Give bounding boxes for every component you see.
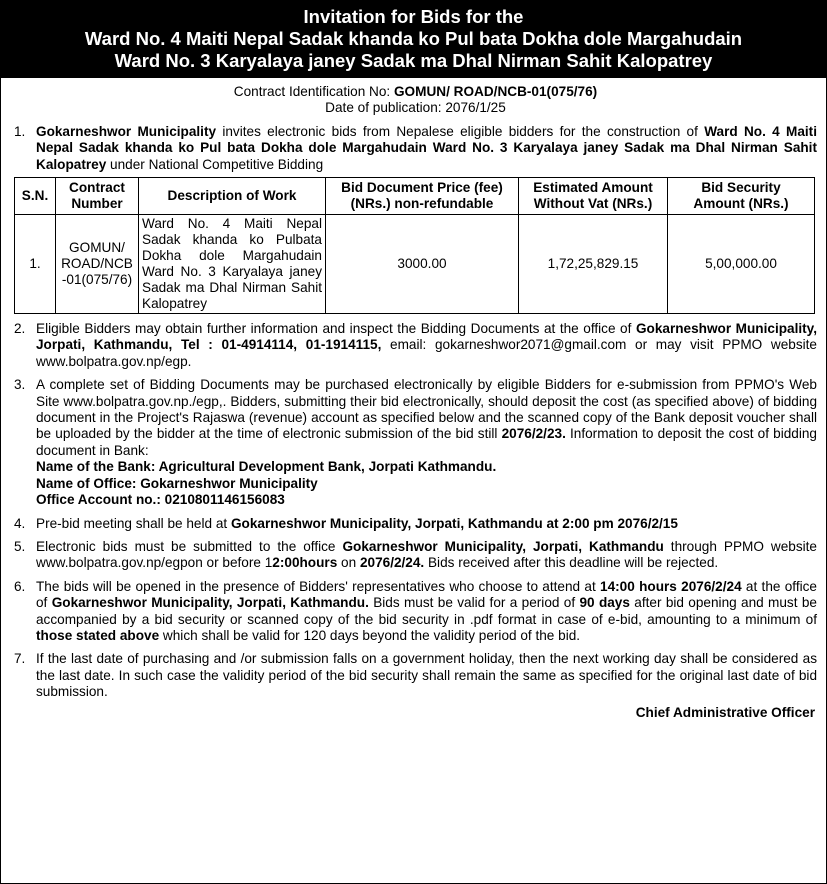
- org-name: Gokarneshwor Municipality: [36, 123, 217, 139]
- header-bid-security: Bid Security Amount (NRs.): [668, 178, 815, 215]
- contract-table: [14, 177, 815, 314]
- contract-id-line: [14, 84, 817, 100]
- notice-body: [1, 78, 826, 721]
- header-description: Description of Work: [139, 178, 326, 215]
- clause-number: 3.: [14, 377, 26, 393]
- clause-text: The bids will be opened in the presence of Bidders' representatives who choose to attend at 14:00 hours 2076/2/24 at the office of Gokarneshwor Municipality, Jorpati, Kathmandu. Bids must be valid for a period of 90 days after bid opening and must be accompanied by a bid security or scanned copy of the bid security in .pdf format in case of e-bid, amounting to a minimum of those stated above which shall be valid for 120 days beyond the validity period of the bid.: [36, 578, 817, 643]
- title-line-1: Invitation for Bids for the: [303, 6, 524, 27]
- clause-text: A complete set of Bidding Documents may be purchased electronically by eligible Bidders for e-submission from PPMO's Web Site www.bolpatra.gov.np./egp,. Bidders, submitting their bid electronically, should deposit the cost (as specified above) of bidding document in the Project's Rajaswa (revenue) account as specified below and the scanned copy of the Bank deposit voucher shall be uploaded by the bidder at the time of electronic submission of the bid still 2076/2/23. Information to deposit the cost of bidding document in Bank: Name of the Bank: Agricultural Development Bank, Jorpati Kathmandu. Name of Office: Gokarneshwor Municipality Office Account no.: 0210801146156083: [36, 377, 817, 508]
- clause-5: [14, 539, 817, 572]
- cell-bid-security: 5,00,000.00: [668, 215, 815, 314]
- clause-number: 6.: [14, 578, 26, 594]
- clause-7: [14, 651, 817, 700]
- clause-number: 4.: [14, 515, 26, 531]
- cell-bid-price: 3000.00: [326, 215, 519, 314]
- office-account: Office Account no.: 0210801146156083: [36, 492, 285, 508]
- header-sn: S.N.: [15, 178, 56, 215]
- clause-2: [14, 321, 817, 370]
- clause-3: [14, 377, 817, 508]
- signature: Chief Administrative Officer: [635, 704, 815, 720]
- table-row: [15, 215, 815, 314]
- cell-description: Ward No. 4 Maiti Nepal Sadak khanda ko Pulbata Dokha dole Margahudain Ward No. 3 Karyalaya janey Sadak ma Dhal Nirman Sahit Kalopatrey: [139, 215, 326, 314]
- clause-6: [14, 579, 817, 645]
- bank-name: Name of the Bank: Agricultural Development Bank, Jorpati Kathmandu.: [36, 459, 497, 475]
- clause-number: 1.: [14, 123, 26, 139]
- table-header-row: [15, 178, 815, 215]
- cell-contract-number: GOMUN/ ROAD/NCB -01(075/76): [56, 215, 139, 314]
- text-run: invites electronic bids from Nepalese eligible bidders for the construction of: [216, 123, 705, 139]
- clause-number: 7.: [14, 651, 26, 667]
- clause-text: Electronic bids must be submitted to the office Gokarneshwor Municipality, Jorpati, Kathmandu through PPMO website www.bolpatra.gov.np/egpon or before 12:00hours on 2076/2/24. Bids received after this deadline will be rejected.: [36, 538, 817, 571]
- cell-estimated-amount: 1,72,25,829.15: [519, 215, 668, 314]
- clause-4: [14, 516, 817, 532]
- notice-title-banner: [1, 1, 826, 78]
- clause-text: Eligible Bidders may obtain further information and inspect the Bidding Documents at the office of Gokarneshwor Municipality, Jorpati, Kathmandu, Tel : 01-4914114, 01-1914115, email: gokarneshwor2071@gmail.com or may visit PPMO website www.bolpatra.gov.np/egp.: [36, 321, 817, 369]
- clause-1: [14, 124, 817, 173]
- header-estimated-amount: Estimated Amount Without Vat (NRs.): [519, 178, 668, 215]
- clause-number: 2.: [14, 321, 26, 337]
- header-contract-number: Contract Number: [56, 178, 139, 215]
- work-name: Ward No. 4 Maiti Nepal Sadak khanda ko Pul bata Dokha dole Margahudain Ward No. 3 Karyalaya janey Sadak ma Dhal Nirman Sahit Kalopatrey: [36, 123, 817, 172]
- text-run: under National Competitive Bidding: [106, 156, 324, 172]
- publication-date: Date of publication: 2076/1/25: [325, 100, 506, 116]
- office-name: Name of Office: Gokarneshwor Municipality: [36, 475, 318, 491]
- contract-id-label: Contract Identification No:: [233, 84, 394, 99]
- clause-text: [36, 124, 817, 173]
- title-line-3: Ward No. 3 Karyalaya janey Sadak ma Dhal Nirman Sahit Kalopatrey: [114, 50, 713, 71]
- clause-number: 5.: [14, 538, 26, 554]
- clause-text: Pre-bid meeting shall be held at Gokarneshwor Municipality, Jorpati, Kathmandu at 2:00 pm 2076/2/15: [36, 515, 678, 531]
- cell-sn: 1.: [15, 215, 56, 314]
- header-bid-price: Bid Document Price (fee) (NRs.) non-refundable: [326, 178, 519, 215]
- title-line-2: Ward No. 4 Maiti Nepal Sadak khanda ko Pul bata Dokha dole Margahudain: [84, 28, 743, 49]
- clause-text: If the last date of purchasing and /or submission falls on a government holiday, then the next working day shall be considered as the last date. In such case the validity period of the bid security shall remain the same as specified for the original last date of bid submission.: [36, 651, 817, 700]
- contract-id-value: GOMUN/ ROAD/NCB-01(075/76): [393, 84, 598, 99]
